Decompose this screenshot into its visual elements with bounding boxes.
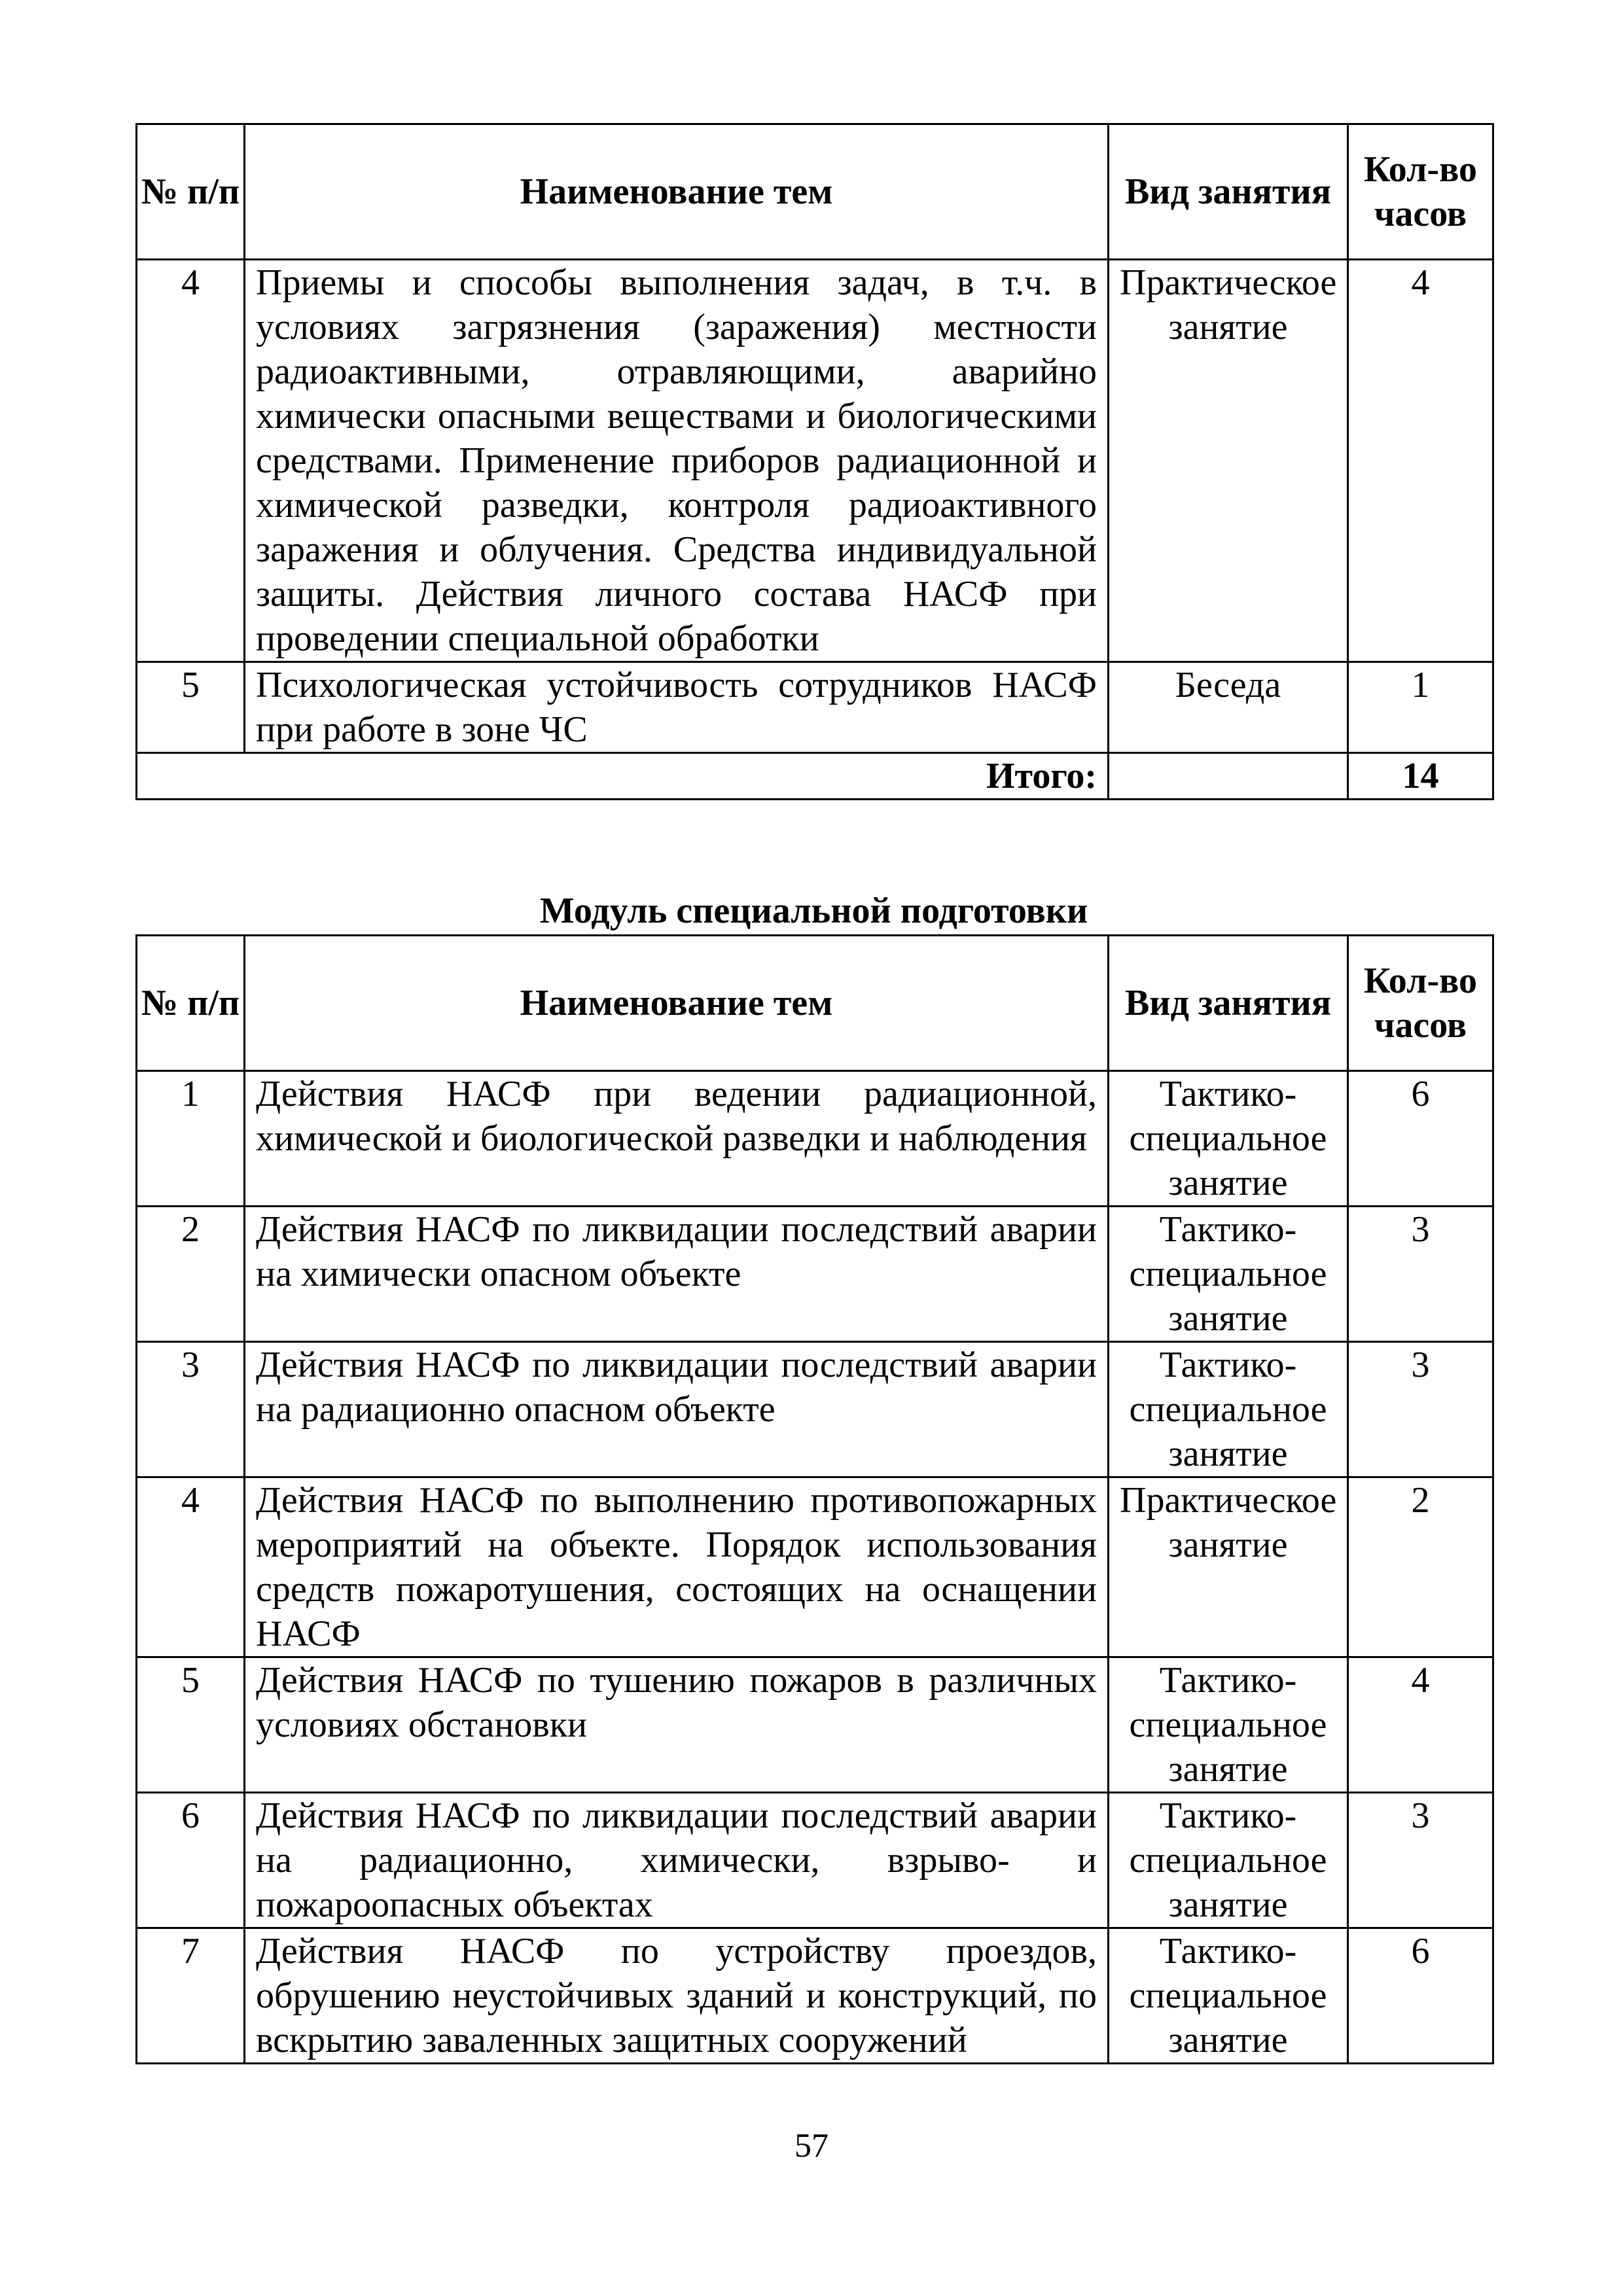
header-hours: Кол-во часов: [1348, 124, 1493, 260]
row-kind: Тактико-специальное занятие: [1109, 1793, 1348, 1928]
row-num: 3: [137, 1342, 245, 1477]
row-topic: Действия НАСФ по ликвидации последствий аварии на радиационно опасном объекте: [245, 1342, 1109, 1477]
total-value: 14: [1348, 753, 1493, 800]
table-header-row: [137, 124, 1493, 260]
row-topic: Психологическая устойчивость сотрудников НАСФ при работе в зоне ЧС: [245, 662, 1109, 753]
row-kind: Тактико-специальное занятие: [1109, 1342, 1348, 1477]
row-num: 4: [137, 1477, 245, 1657]
total-label: Итого:: [137, 753, 1109, 800]
table-row: [137, 1071, 1493, 1207]
row-hours: 6: [1348, 1928, 1493, 2064]
row-kind: Беседа: [1109, 662, 1348, 753]
section-title: Модуль специальной подготовки: [539, 891, 1088, 931]
row-hours: 3: [1348, 1342, 1493, 1477]
header-kind: Вид занятия: [1109, 936, 1348, 1071]
table-row: [137, 662, 1493, 753]
row-hours: 4: [1348, 1657, 1493, 1793]
table-row: [137, 260, 1493, 662]
table-row: [137, 1207, 1493, 1342]
row-topic: Действия НАСФ по выполнению противопожарных мероприятий на объекте. Порядок использования средств пожаротушения, состоящих на оснащении НАСФ: [245, 1477, 1109, 1657]
row-kind: Практическое занятие: [1109, 260, 1348, 662]
header-num: № п/п: [137, 124, 245, 260]
row-num: 1: [137, 1071, 245, 1207]
table-row: [137, 1477, 1493, 1657]
topics-table-special: [135, 934, 1494, 2064]
row-num: 2: [137, 1207, 245, 1342]
table-row: [137, 1657, 1493, 1793]
page-number: 57: [794, 2127, 829, 2164]
topics-table-general: [135, 123, 1494, 800]
row-topic: Действия НАСФ по ликвидации последствий аварии на радиационно, химически, взрыво- и пожароопасных объектах: [245, 1793, 1109, 1928]
row-topic: Действия НАСФ по ликвидации последствий аварии на химически опасном объекте: [245, 1207, 1109, 1342]
header-num: № п/п: [137, 936, 245, 1071]
header-hours: Кол-во часов: [1348, 936, 1493, 1071]
row-kind: Тактико-специальное занятие: [1109, 1071, 1348, 1207]
row-num: 5: [137, 1657, 245, 1793]
row-topic: Действия НАСФ по устройству проездов, обрушению неустойчивых зданий и конструкций, по вскрытию заваленных защитных сооружений: [245, 1928, 1109, 2064]
row-hours: 3: [1348, 1793, 1493, 1928]
total-row: [137, 753, 1493, 800]
row-hours: 2: [1348, 1477, 1493, 1657]
total-kind-empty: [1109, 753, 1348, 800]
header-topic: Наименование тем: [245, 936, 1109, 1071]
row-num: 4: [137, 260, 245, 662]
row-hours: 1: [1348, 662, 1493, 753]
row-kind: Тактико-специальное занятие: [1109, 1207, 1348, 1342]
row-kind: Практическое занятие: [1109, 1477, 1348, 1657]
row-hours: 3: [1348, 1207, 1493, 1342]
row-num: 6: [137, 1793, 245, 1928]
table-header-row: [137, 936, 1493, 1071]
table-row: [137, 1928, 1493, 2064]
row-num: 7: [137, 1928, 245, 2064]
row-num: 5: [137, 662, 245, 753]
table-row: [137, 1342, 1493, 1477]
row-kind: Тактико-специальное занятие: [1109, 1928, 1348, 2064]
header-topic: Наименование тем: [245, 124, 1109, 260]
row-topic: Действия НАСФ при ведении радиационной, химической и биологической разведки и наблюдения: [245, 1071, 1109, 1207]
row-hours: 4: [1348, 260, 1493, 662]
header-kind: Вид занятия: [1109, 124, 1348, 260]
row-hours: 6: [1348, 1071, 1493, 1207]
row-topic: Приемы и способы выполнения задач, в т.ч. в условиях загрязнения (заражения) местности радиоактивными, отравляющими, аварийно химически опасными веществами и биологическими средствами. Применение приборов радиационной и химической разведки, контроля радиоактивного заражения и облучения. Средства индивидуальной защиты. Действия личного состава НАСФ при проведении специальной обработки: [245, 260, 1109, 662]
row-topic: Действия НАСФ по тушению пожаров в различных условиях обстановки: [245, 1657, 1109, 1793]
table-row: [137, 1793, 1493, 1928]
row-kind: Тактико-специальное занятие: [1109, 1657, 1348, 1793]
